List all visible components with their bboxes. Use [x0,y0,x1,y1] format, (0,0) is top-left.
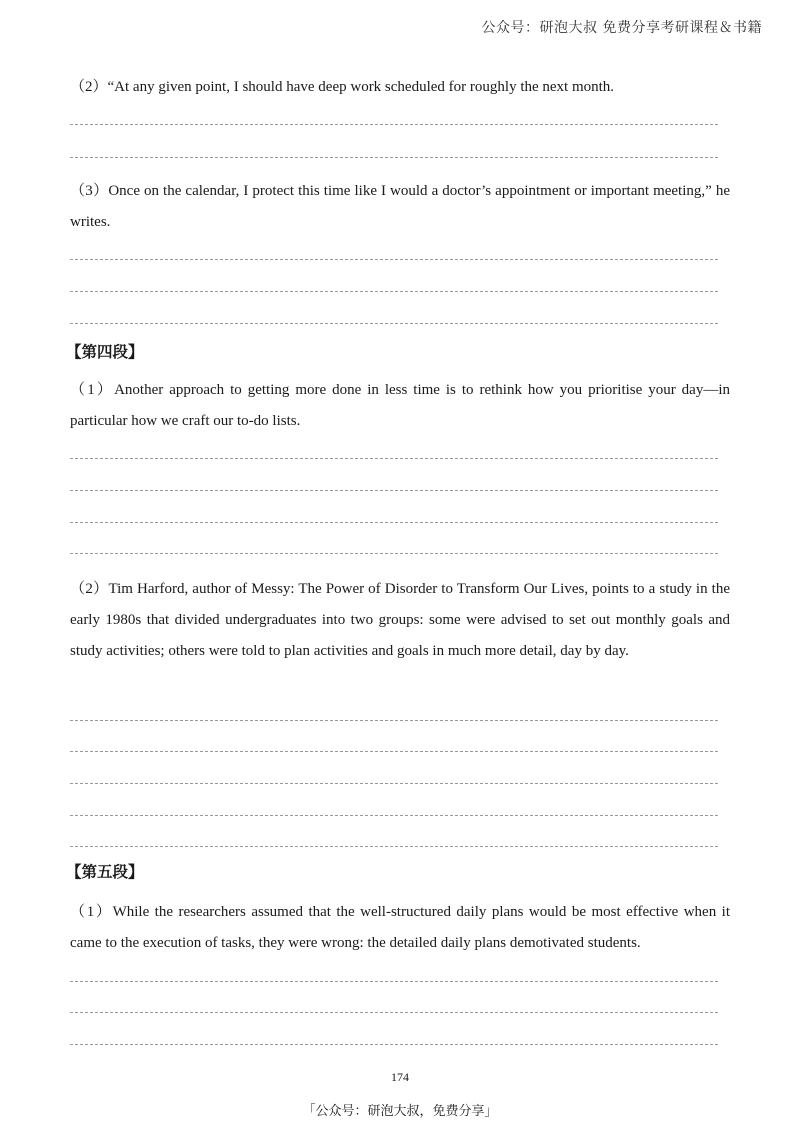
page-number: 174 [391,1070,409,1084]
header-watermark: 公众号：研泡大叔 免费分享考研课程＆书籍 [481,20,762,36]
answer-line [70,259,718,260]
answer-line [70,1044,718,1045]
sentence-paragraph: （1）Another approach to getting more done in less time is to rethink how you prioritise your day—in particular how we craft our to-do lists. [70,382,730,429]
answer-line [70,846,718,847]
answer-line [70,783,718,784]
answer-line [70,553,718,554]
answer-line [70,981,718,982]
answer-line [70,490,718,491]
answer-line [70,522,718,523]
sentence-paragraph: （3）Once on the calendar, I protect this time like I would a doctor’s appointment or important meeting,” he writes. [70,183,730,230]
footer-text: 「公众号：研泡大叔，免费分享」 [302,1104,498,1119]
sentence-paragraph: （2）“At any given point, I should have deep work scheduled for roughly the next month. [70,79,615,95]
sentence-paragraph: （2）Tim Harford, author of Messy: The Power of Disorder to Transform Our Lives, points to a study in the early 1980s that divided undergraduates into two groups: some were advised to set out monthly goals and study activities; others were told to plan activities and goals in much more detail, day by day. [70,581,730,659]
section-heading: 【第五段】 [66,862,144,881]
answer-line [70,751,718,752]
sentence-paragraph: （1）While the researchers assumed that the well-structured daily plans would be most effective when it came to the execution of tasks, they were wrong: the detailed daily plans demotivated students. [70,904,730,951]
answer-line [70,458,718,459]
answer-line [70,1012,718,1013]
answer-line [70,815,718,816]
answer-line [70,124,718,125]
answer-line [70,720,718,721]
section-heading: 【第四段】 [66,342,144,361]
answer-line [70,291,718,292]
answer-line [70,323,718,324]
answer-line [70,157,718,158]
